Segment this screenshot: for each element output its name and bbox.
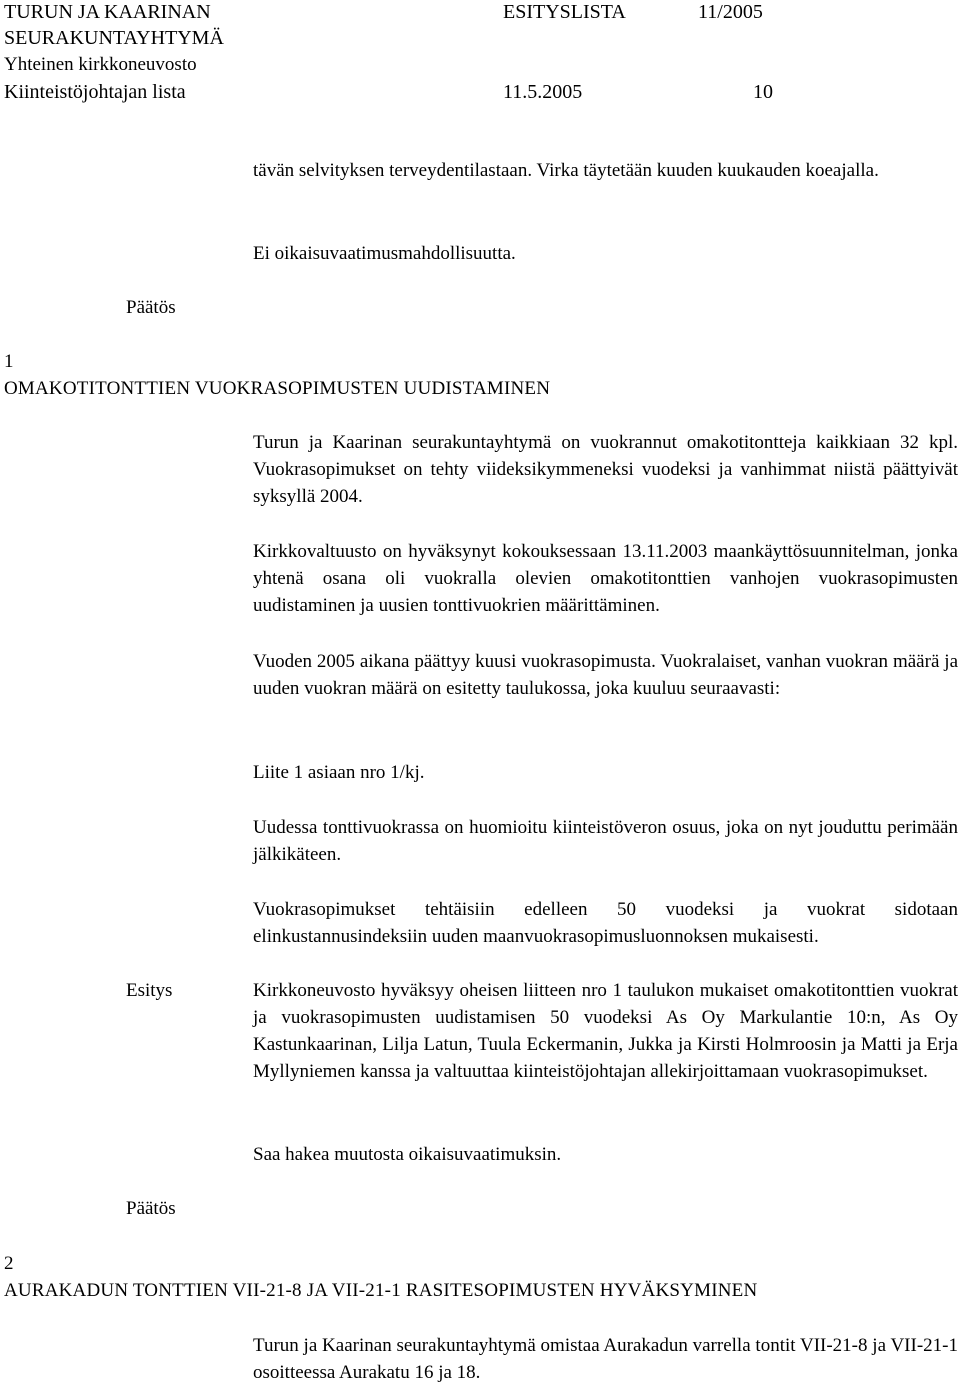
continuation-text: tävän selvityksen terveydentilastaan. Virka täytetään kuuden kuukauden koeajalla. (253, 160, 879, 181)
decision-label-1: Päätös (126, 297, 176, 318)
board-name: Yhteinen kirkkoneuvosto (4, 54, 197, 75)
doc-date: 11.5.2005 (503, 81, 583, 103)
item1-paragraph-2: Kirkkovaltuusto on hyväksynyt kokouksessaan 13.11.2003 maankäyttösuunnitelman, jonka yhtenä osana oli vuokralla olevien omakotitonttien vanhojen vuokrasopimusten uudistaminen ja uusien tonttivuokrien määrittäminen. (253, 541, 958, 616)
item1-paragraph-3: Vuoden 2005 aikana päättyy kuusi vuokrasopimusta. Vuokralaiset, vanhan vuokran määrä ja uuden vuokran määrä on esitetty taulukossa, joka kuuluu seuraavasti: (253, 651, 958, 699)
list-name: Kiinteistöjohtajan lista (4, 81, 186, 103)
doc-number: 11/2005 (698, 1, 763, 23)
doc-type: ESITYSLISTA (503, 1, 626, 23)
item1-paragraph-1: Turun ja Kaarinan seurakuntayhtymä on vuokrannut omakotitontteja kaikkiaan 32 kpl. Vuokrasopimukset on tehty viideksikymmeneksi vuodeksi ja vanhimmat niistä päättyivät syksyllä 2004. (253, 432, 958, 507)
item1-proposal-text: Kirkkoneuvosto hyväksyy oheisen liitteen nro 1 taulukon mukaiset omakotitonttien vuokrat ja vuokrasopimusten uudistamisen 50 vuodeksi As Oy Markulantie 10:n, As Oy Kastunkaarinan, Lilja Latun, Tuula Eckermanin, Jukka ja Kirsti Holmroosin ja Matti ja Erja Myllyniemen kanssa ja valtuuttaa kiinteistöjohtajan allekirjoittamaan vuokrasopimukset. (253, 980, 958, 1082)
org-name-line1: TURUN JA KAARINAN (4, 1, 211, 23)
proposal-label: Esitys (126, 980, 173, 1001)
item1-paragraph-5: Uudessa tonttivuokrassa on huomioitu kiinteistöveron osuus, joka on nyt jouduttu perimään jälkikäteen. (253, 817, 958, 865)
item1-attachment-note: Liite 1 asiaan nro 1/kj. (253, 762, 425, 783)
page-number: 10 (753, 81, 773, 103)
item2-number: 2 (4, 1253, 14, 1274)
continuation-appeal: Ei oikaisuvaatimusmahdollisuutta. (253, 243, 516, 264)
decision-label-2: Päätös (126, 1198, 176, 1219)
item1-number: 1 (4, 351, 14, 372)
item1-appeal: Saa hakea muutosta oikaisuvaatimuksin. (253, 1144, 562, 1165)
item2-paragraph-1: Turun ja Kaarinan seurakuntayhtymä omistaa Aurakadun varrella tontit VII-21-8 ja VII-21-1 osoitteessa Aurakatu 16 ja 18. (253, 1335, 958, 1383)
item1-title: OMAKOTITONTTIEN VUOKRASOPIMUSTEN UUDISTAMINEN (4, 378, 551, 399)
org-name-line2: SEURAKUNTAYHTYMÄ (4, 27, 224, 49)
item2-title: AURAKADUN TONTTIEN VII-21-8 JA VII-21-1 RASITESOPIMUSTEN HYVÄKSYMINEN (4, 1280, 758, 1301)
item1-paragraph-6: Vuokrasopimukset tehtäisiin edelleen 50 vuodeksi ja vuokrat sidotaan elinkustannusindeksiin uuden maanvuokrasopimusluonnoksen mukaisesti. (253, 899, 958, 947)
